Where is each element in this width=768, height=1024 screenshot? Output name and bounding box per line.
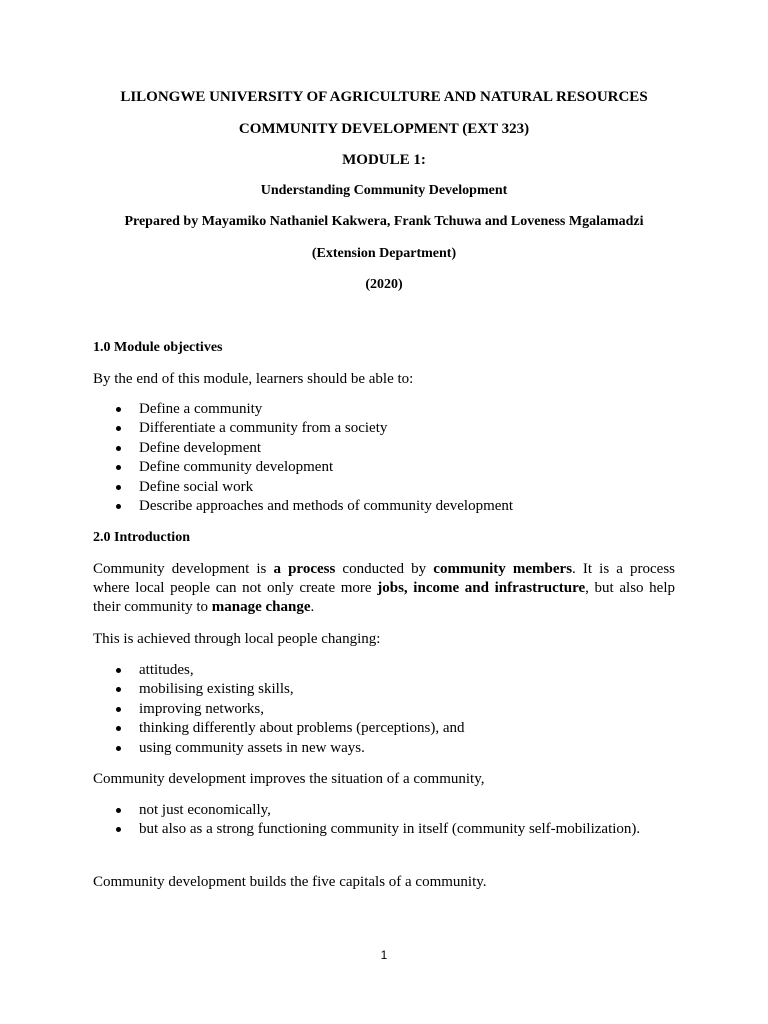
- list-item: but also as a strong functioning community in itself (community self-mobilization).: [116, 820, 640, 839]
- bullet-icon: [116, 707, 121, 712]
- bullet-icon: [116, 446, 121, 451]
- bullet-icon: [116, 426, 121, 431]
- page-number: 1: [380, 948, 388, 962]
- bullet-icon: [116, 407, 121, 412]
- list-item: not just economically,: [116, 801, 640, 820]
- list-item: Define a community: [116, 400, 513, 419]
- list-item: Define development: [116, 439, 513, 458]
- introduction-paragraph: Community development is a process conducted by community members. It is a process where local people can not only create more jobs, income and infrastructure, but also help their community to manage change.: [93, 561, 676, 615]
- list-item: mobilising existing skills,: [116, 680, 464, 699]
- changes-intro: This is achieved through local people changing:: [93, 631, 381, 647]
- bullet-icon: [116, 827, 121, 832]
- authors-line: Prepared by Mayamiko Nathaniel Kakwera, Frank Tchuwa and Loveness Mgalamadzi: [124, 214, 644, 229]
- bullet-icon: [116, 668, 121, 673]
- department-line: (Extension Department): [311, 246, 457, 261]
- list-item: Describe approaches and methods of community development: [116, 497, 513, 516]
- list-item: using community assets in new ways.: [116, 739, 464, 758]
- bullet-icon: [116, 465, 121, 470]
- improves-list: [116, 801, 640, 840]
- list-item: attitudes,: [116, 661, 464, 680]
- university-name: LILONGWE UNIVERSITY OF AGRICULTURE AND NATURAL RESOURCES: [120, 89, 648, 105]
- bullet-icon: [116, 687, 121, 692]
- bullet-icon: [116, 485, 121, 490]
- module-label: MODULE 1:: [342, 152, 426, 168]
- module-title: Understanding Community Development: [260, 183, 508, 198]
- list-item: Define community development: [116, 458, 513, 477]
- bullet-icon: [116, 726, 121, 731]
- bullet-icon: [116, 808, 121, 813]
- improves-intro: Community development improves the situation of a community,: [93, 771, 485, 787]
- introduction-heading: 2.0 Introduction: [93, 530, 190, 545]
- objectives-list: [116, 400, 513, 516]
- year-line: (2020): [365, 277, 403, 292]
- course-title: COMMUNITY DEVELOPMENT (EXT 323): [238, 121, 530, 137]
- bullet-icon: [116, 504, 121, 509]
- changes-list: [116, 661, 464, 758]
- list-item: Differentiate a community from a society: [116, 419, 513, 438]
- list-item: improving networks,: [116, 700, 464, 719]
- list-item: thinking differently about problems (perceptions), and: [116, 719, 464, 738]
- objectives-intro: By the end of this module, learners should be able to:: [93, 371, 414, 387]
- objectives-heading: 1.0 Module objectives: [93, 340, 223, 355]
- list-item: Define social work: [116, 478, 513, 497]
- capitals-sentence: Community development builds the five capitals of a community.: [93, 874, 487, 890]
- bullet-icon: [116, 746, 121, 751]
